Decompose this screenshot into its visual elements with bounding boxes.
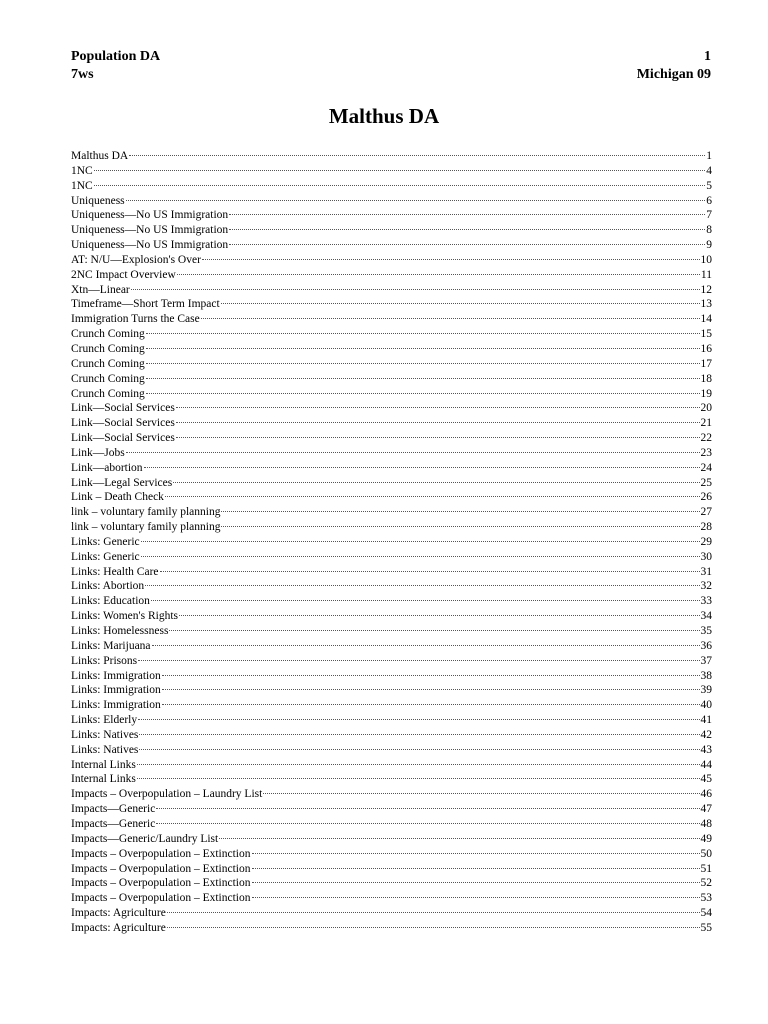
toc-dot-leader — [252, 882, 700, 883]
toc-entry-title: link – voluntary family planning — [71, 506, 221, 519]
toc-entry[interactable] — [71, 357, 712, 372]
toc-page-number: 50 — [700, 847, 712, 860]
toc-entry-title: Malthus DA — [71, 150, 129, 162]
toc-entry[interactable] — [71, 312, 712, 327]
toc-entry-title: Link—Legal Services — [71, 476, 173, 489]
toc-page-number: 45 — [700, 773, 712, 786]
toc-dot-leader — [156, 823, 699, 824]
toc-page-number: 26 — [700, 491, 712, 504]
toc-entry[interactable] — [71, 817, 712, 832]
toc-entry[interactable] — [71, 223, 712, 238]
toc-entry-title: Timeframe—Short Term Impact — [71, 298, 220, 311]
toc-entry[interactable] — [71, 743, 712, 758]
toc-dot-leader — [221, 526, 699, 527]
toc-entry[interactable] — [71, 669, 712, 684]
toc-page-number: 33 — [700, 595, 712, 608]
toc-page-number: 14 — [700, 313, 712, 326]
toc-page-number: 48 — [700, 817, 712, 830]
header-row-1 — [71, 48, 711, 66]
toc-entry-title: Links: Health Care — [71, 565, 159, 578]
toc-entry[interactable] — [71, 179, 712, 194]
toc-page-number: 17 — [700, 357, 712, 370]
toc-dot-leader — [162, 704, 700, 705]
toc-page-number: 51 — [700, 862, 712, 875]
toc-entry-title: Links: Immigration — [71, 684, 161, 697]
toc-dot-leader — [129, 155, 705, 156]
toc-dot-leader — [146, 363, 700, 364]
toc-dot-leader — [131, 289, 700, 290]
toc-dot-leader — [221, 511, 699, 512]
toc-page-number: 29 — [700, 535, 712, 548]
toc-dot-leader — [167, 912, 700, 913]
toc-page-number: 10 — [700, 253, 712, 266]
toc-entry[interactable] — [71, 876, 712, 891]
toc-dot-leader — [169, 630, 699, 631]
toc-dot-leader — [94, 170, 706, 171]
toc-dot-leader — [229, 229, 705, 230]
toc-page-number: 9 — [706, 239, 712, 252]
toc-dot-leader — [138, 719, 699, 720]
toc-entry[interactable] — [71, 164, 712, 179]
toc-entry[interactable] — [71, 342, 712, 357]
toc-page-number: 40 — [700, 699, 712, 712]
toc-entry[interactable] — [71, 401, 712, 416]
toc-entry-title: Link—abortion — [71, 461, 143, 474]
toc-entry-title: Link—Social Services — [71, 432, 175, 445]
toc-entry[interactable] — [71, 772, 712, 787]
toc-dot-leader — [146, 378, 700, 379]
toc-entry-title: Links: Immigration — [71, 699, 161, 712]
toc-page-number: 55 — [700, 921, 712, 934]
toc-entry[interactable] — [71, 194, 712, 209]
toc-page-number: 7 — [706, 209, 712, 222]
toc-entry[interactable] — [71, 758, 712, 773]
toc-entry-title: Uniqueness — [71, 194, 125, 207]
toc-entry[interactable] — [71, 327, 712, 342]
toc-page-number: 30 — [700, 550, 712, 563]
toc-dot-leader — [176, 437, 700, 438]
toc-entry-title: Internal Links — [71, 773, 136, 786]
toc-page-number: 18 — [700, 372, 712, 385]
toc-entry[interactable] — [71, 268, 712, 283]
toc-entry-title: Links: Generic — [71, 535, 140, 548]
toc-entry-title: Links: Abortion — [71, 580, 145, 593]
toc-dot-leader — [126, 452, 700, 453]
toc-entry[interactable] — [71, 505, 712, 520]
toc-page-number: 37 — [700, 654, 712, 667]
header-doc-title: Population DA — [71, 49, 161, 64]
toc-entry[interactable] — [71, 891, 712, 906]
toc-entry-title: Impacts – Overpopulation – Extinction — [71, 877, 251, 890]
toc-page-number: 5 — [706, 179, 712, 192]
toc-entry-title: Crunch Coming — [71, 357, 145, 370]
toc-dot-leader — [162, 675, 700, 676]
toc-dot-leader — [94, 185, 706, 186]
toc-page-number: 46 — [700, 788, 712, 801]
toc-page-number: 25 — [700, 476, 712, 489]
toc-dot-leader — [179, 615, 700, 616]
toc-entry[interactable] — [71, 594, 712, 609]
toc-page-number: 32 — [700, 580, 712, 593]
toc-entry-title: Impacts—Generic — [71, 803, 156, 816]
toc-page-number: 31 — [700, 565, 712, 578]
toc-entry[interactable] — [71, 416, 712, 431]
toc-page-number: 24 — [700, 461, 712, 474]
toc-page-number: 4 — [706, 164, 712, 177]
toc-entry-title: Link – Death Check — [71, 491, 164, 504]
toc-dot-leader — [152, 645, 700, 646]
toc-entry[interactable] — [71, 579, 712, 594]
toc-entry[interactable] — [71, 624, 712, 639]
toc-entry-title: Crunch Coming — [71, 328, 145, 341]
toc-entry-title: Xtn—Linear — [71, 283, 130, 296]
toc-entry-title: Links: Natives — [71, 728, 139, 741]
toc-entry-title: Links: Prisons — [71, 654, 138, 667]
toc-dot-leader — [151, 600, 700, 601]
toc-entry-title: Impacts: Agriculture — [71, 921, 166, 934]
toc-entry[interactable] — [71, 698, 712, 713]
toc-entry[interactable] — [71, 639, 712, 654]
toc-page-number: 43 — [700, 743, 712, 756]
toc-page-number: 34 — [700, 610, 712, 623]
toc-entry-title: Crunch Coming — [71, 342, 145, 355]
toc-dot-leader — [144, 467, 700, 468]
toc-dot-leader — [229, 244, 705, 245]
toc-page-number: 19 — [700, 387, 712, 400]
toc-entry-title: Links: Natives — [71, 743, 139, 756]
toc-entry-title: Impacts – Overpopulation – Extinction — [71, 862, 251, 875]
page-title: Malthus DA — [328, 104, 440, 128]
toc-entry-title: 1NC — [71, 179, 93, 192]
toc-entry[interactable] — [71, 372, 712, 387]
toc-dot-leader — [173, 482, 699, 483]
toc-entry[interactable] — [71, 847, 712, 862]
toc-entry-title: AT: N/U—Explosion's Over — [71, 253, 201, 266]
toc-page-number: 1 — [706, 150, 712, 162]
toc-page-number: 39 — [700, 684, 712, 697]
toc-page-number: 36 — [700, 639, 712, 652]
toc-page-number: 12 — [700, 283, 712, 296]
toc-entry-title: Impacts – Overpopulation – Laundry List — [71, 788, 263, 801]
toc-entry[interactable] — [71, 654, 712, 669]
toc-entry-title: 2NC Impact Overview — [71, 268, 176, 281]
toc-page-number: 47 — [700, 803, 712, 816]
header-author: 7ws — [71, 67, 94, 82]
toc-dot-leader — [137, 778, 700, 779]
toc-entry-title: Links: Homelessness — [71, 625, 169, 637]
toc-dot-leader — [176, 422, 700, 423]
toc-page-number: 23 — [700, 446, 712, 459]
toc-entry[interactable] — [71, 609, 712, 624]
toc-page-number: 52 — [700, 877, 712, 890]
toc-entry-title: Impacts – Overpopulation – Extinction — [71, 847, 251, 860]
toc-page-number: 42 — [700, 728, 712, 741]
toc-dot-leader — [146, 333, 700, 334]
toc-entry[interactable] — [71, 787, 712, 802]
toc-entry-title: 1NC — [71, 164, 93, 177]
toc-dot-leader — [165, 496, 700, 497]
toc-page-number: 49 — [700, 832, 712, 845]
toc-entry-title: Links: Education — [71, 595, 150, 608]
toc-dot-leader — [139, 734, 699, 735]
toc-dot-leader — [162, 689, 700, 690]
toc-entry[interactable] — [71, 802, 712, 817]
toc-page-number: 22 — [700, 432, 712, 445]
toc-entry-title: Links: Immigration — [71, 669, 161, 682]
toc-dot-leader — [160, 571, 700, 572]
toc-entry[interactable] — [71, 446, 712, 461]
toc-dot-leader — [263, 793, 699, 794]
toc-page-number: 20 — [700, 402, 712, 415]
toc-entry-title: Link—Social Services — [71, 417, 175, 430]
toc-entry[interactable] — [71, 713, 712, 728]
toc-dot-leader — [156, 808, 699, 809]
toc-entry-title: Links: Elderly — [71, 714, 138, 727]
toc-dot-leader — [141, 541, 700, 542]
toc-page-number: 38 — [700, 669, 712, 682]
toc-dot-leader — [139, 749, 699, 750]
toc-page-number: 8 — [706, 224, 712, 237]
toc-entry-title: Uniqueness—No US Immigration — [71, 209, 229, 222]
toc-page-number: 11 — [700, 268, 712, 281]
toc-entry-title: Crunch Coming — [71, 372, 145, 385]
toc-dot-leader — [137, 764, 700, 765]
toc-page-number: 21 — [700, 417, 712, 430]
toc-entry[interactable] — [71, 490, 712, 505]
toc-entry-title: Impacts—Generic — [71, 817, 156, 830]
header-tournament: Michigan 09 — [636, 67, 711, 82]
toc-entry-title: Impacts: Agriculture — [71, 907, 166, 920]
toc-entry[interactable] — [71, 862, 712, 877]
toc-entry[interactable] — [71, 906, 712, 921]
toc-dot-leader — [145, 585, 699, 586]
toc-entry[interactable] — [71, 550, 712, 565]
toc-dot-leader — [252, 868, 700, 869]
toc-entry-title: Crunch Coming — [71, 387, 145, 400]
toc-page-number: 53 — [700, 892, 712, 905]
toc-entry[interactable] — [71, 297, 712, 312]
header-row-2 — [71, 66, 711, 84]
toc-dot-leader — [146, 348, 700, 349]
toc-page-number: 15 — [700, 328, 712, 341]
toc-entry-title: Links: Women's Rights — [71, 610, 178, 623]
toc-entry[interactable] — [71, 728, 712, 743]
toc-dot-leader — [219, 838, 699, 839]
toc-page-number: 13 — [700, 298, 712, 311]
toc-dot-leader — [146, 393, 700, 394]
toc-page-number: 54 — [700, 907, 712, 920]
toc-entry[interactable] — [71, 921, 712, 936]
toc-entry-title: Uniqueness—No US Immigration — [71, 224, 229, 237]
toc-dot-leader — [176, 407, 700, 408]
toc-entry-title: Uniqueness—No US Immigration — [71, 239, 229, 252]
toc-page-number: 16 — [700, 342, 712, 355]
toc-dot-leader — [126, 200, 706, 201]
toc-page-number: 35 — [700, 625, 712, 637]
toc-dot-leader — [167, 927, 700, 928]
toc-entry-title: Internal Links — [71, 758, 136, 771]
toc-entry[interactable] — [71, 387, 712, 402]
toc-dot-leader — [252, 853, 700, 854]
toc-entry-title: link – voluntary family planning — [71, 521, 221, 534]
toc-entry-title: Impacts—Generic/Laundry List — [71, 832, 219, 845]
toc-entry[interactable] — [71, 832, 712, 847]
toc-dot-leader — [202, 259, 700, 260]
toc-entry[interactable] — [71, 520, 712, 535]
toc-page-number: 41 — [700, 714, 712, 727]
toc-entry-title: Links: Generic — [71, 550, 140, 563]
toc-dot-leader — [138, 660, 699, 661]
toc-page-number: 28 — [700, 521, 712, 534]
toc-entry[interactable] — [71, 238, 712, 253]
toc-entry-title: Link—Jobs — [71, 446, 125, 459]
toc-dot-leader — [201, 318, 700, 319]
toc-page-number: 27 — [700, 506, 712, 519]
toc-entry[interactable] — [71, 535, 712, 550]
toc-dot-leader — [252, 897, 700, 898]
toc-entry-title: Links: Marijuana — [71, 639, 151, 652]
toc-dot-leader — [221, 303, 700, 304]
toc-dot-leader — [229, 214, 705, 215]
toc-entry[interactable] — [71, 253, 712, 268]
toc-entry[interactable] — [71, 208, 712, 223]
toc-entry[interactable] — [71, 283, 712, 298]
toc-entry-title: Link—Social Services — [71, 402, 175, 415]
toc-page-number: 44 — [700, 758, 712, 771]
toc-entry[interactable] — [71, 683, 712, 698]
toc-entry[interactable] — [71, 431, 712, 446]
toc-entry[interactable] — [71, 476, 712, 491]
toc-entry[interactable] — [71, 461, 712, 476]
page-header — [71, 48, 711, 84]
toc-entry-title: Immigration Turns the Case — [71, 313, 200, 326]
toc-entry-title: Impacts – Overpopulation – Extinction — [71, 892, 251, 905]
toc-entry[interactable] — [71, 565, 712, 580]
toc-dot-leader — [141, 556, 700, 557]
header-page-number: 1 — [704, 49, 711, 64]
toc-dot-leader — [177, 274, 700, 275]
toc-page-number: 6 — [706, 194, 712, 207]
table-of-contents — [71, 149, 712, 936]
toc-entry[interactable] — [71, 149, 712, 164]
